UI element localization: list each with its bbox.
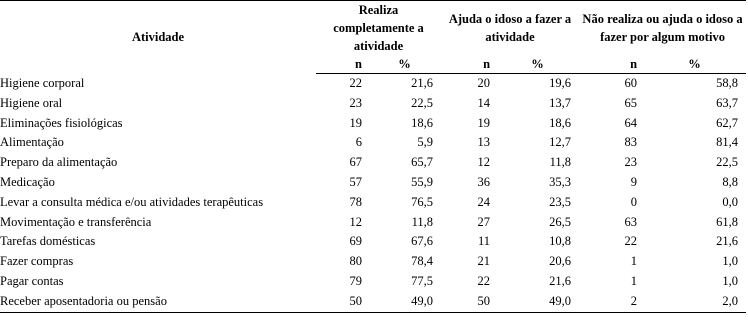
percent-cell: 21,6 xyxy=(549,273,572,288)
percent-cell: 77,5 xyxy=(411,273,434,288)
percent-cell: 65,7 xyxy=(411,155,434,170)
percent-cell: 63,7 xyxy=(716,95,739,110)
table-row xyxy=(0,272,746,292)
group-header-nao-realiza: Não realiza ou ajuda o idoso a fazer por algum motivo xyxy=(579,1,746,56)
count-cell: 0 xyxy=(630,194,638,209)
count-cell: 12 xyxy=(477,155,491,170)
count-cell: 14 xyxy=(477,95,491,110)
activity-column-header: Atividade xyxy=(0,1,316,74)
percent-cell: 5,9 xyxy=(417,135,434,150)
count-cell: 1 xyxy=(630,273,638,288)
count-cell: 50 xyxy=(441,292,496,312)
count-cell: 50 xyxy=(316,292,368,312)
activity-cell: Alimentação xyxy=(0,135,64,150)
percent-cell: 81,4 xyxy=(716,135,739,150)
percent-cell: 61,8 xyxy=(716,214,739,229)
activity-cell: Pagar contas xyxy=(0,273,64,288)
percent-cell: 21,6 xyxy=(716,234,739,249)
count-cell: 1 xyxy=(630,254,638,269)
percent-cell: 55,9 xyxy=(411,174,434,189)
subheader-percent: % xyxy=(368,55,441,74)
count-cell: 24 xyxy=(477,194,491,209)
count-cell: 23 xyxy=(349,95,362,110)
count-cell: 12 xyxy=(349,214,362,229)
percent-cell: 20,6 xyxy=(549,254,572,269)
percent-cell: 19,6 xyxy=(549,76,572,90)
count-cell: 13 xyxy=(477,135,491,150)
percent-cell: 62,7 xyxy=(716,115,739,130)
group-header-realiza: Realiza completamente a atividade xyxy=(316,1,441,56)
percent-cell: 22,5 xyxy=(716,155,739,170)
percent-cell: 22,5 xyxy=(411,95,434,110)
count-cell: 23 xyxy=(624,155,638,170)
count-cell: 2 xyxy=(579,292,643,312)
count-cell: 60 xyxy=(624,76,638,90)
table-row xyxy=(0,94,746,114)
percent-cell: 1,0 xyxy=(722,254,739,269)
table-row xyxy=(0,232,746,252)
count-cell: 20 xyxy=(477,76,491,90)
count-cell: 22 xyxy=(349,76,362,90)
table-row xyxy=(0,133,746,153)
percent-cell: 35,3 xyxy=(549,174,572,189)
percent-cell: 18,6 xyxy=(549,115,572,130)
percent-cell: 26,5 xyxy=(549,214,572,229)
count-cell: 65 xyxy=(624,95,638,110)
count-cell: 11 xyxy=(477,234,491,249)
subheader-n: n xyxy=(316,55,368,74)
percent-cell: 0,0 xyxy=(722,194,739,209)
percent-cell: 2,0 xyxy=(643,292,746,312)
percent-cell: 67,6 xyxy=(411,234,434,249)
count-cell: 83 xyxy=(624,135,638,150)
percent-cell: 49,0 xyxy=(368,292,441,312)
activity-cell: Medicação xyxy=(0,174,55,189)
table-row xyxy=(0,292,746,312)
activity-cell: Movimentação e transferência xyxy=(0,214,152,229)
activity-cell: Eliminações fisiológicas xyxy=(0,115,123,130)
percent-cell: 23,5 xyxy=(549,194,572,209)
table-row xyxy=(0,114,746,134)
percent-cell: 10,8 xyxy=(549,234,572,249)
activity-cell: Higiene corporal xyxy=(0,75,85,90)
percent-cell: 78,4 xyxy=(411,254,434,269)
percent-cell: 21,6 xyxy=(411,76,434,90)
percent-cell: 8,8 xyxy=(722,174,739,189)
count-cell: 22 xyxy=(477,273,491,288)
count-cell: 22 xyxy=(624,234,638,249)
table-header-row xyxy=(0,1,746,56)
activity-cell: Preparo da alimentação xyxy=(0,155,118,170)
table-row xyxy=(0,153,746,173)
table-row xyxy=(0,252,746,272)
count-cell: 9 xyxy=(630,174,638,189)
subheader-percent: % xyxy=(496,55,579,74)
table-row xyxy=(0,173,746,193)
percent-cell: 11,8 xyxy=(411,214,434,229)
count-cell: 36 xyxy=(477,174,491,189)
activity-cell: Higiene oral xyxy=(0,95,63,110)
count-cell: 57 xyxy=(349,174,362,189)
subheader-percent: % xyxy=(643,55,746,74)
count-cell: 78 xyxy=(349,194,362,209)
table-body xyxy=(0,74,746,313)
percent-cell: 49,0 xyxy=(496,292,579,312)
activity-cell: Fazer compras xyxy=(0,254,74,269)
percent-cell: 13,7 xyxy=(549,95,572,110)
subheader-n: n xyxy=(579,55,643,74)
count-cell: 67 xyxy=(349,155,362,170)
count-cell: 63 xyxy=(624,214,638,229)
count-cell: 69 xyxy=(349,234,362,249)
count-cell: 80 xyxy=(349,254,362,269)
activity-cell: Levar a consulta médica e/ou atividades terapêuticas xyxy=(0,194,264,209)
table-row xyxy=(0,193,746,213)
percent-cell: 11,8 xyxy=(549,155,572,170)
table-row xyxy=(0,213,746,233)
percent-cell: 58,8 xyxy=(716,76,739,90)
table-row xyxy=(0,74,746,94)
count-cell: 21 xyxy=(477,254,491,269)
count-cell: 6 xyxy=(355,135,362,150)
percent-cell: 18,6 xyxy=(411,115,434,130)
count-cell: 19 xyxy=(477,115,491,130)
group-header-ajuda: Ajuda o idoso a fazer a atividade xyxy=(441,1,579,56)
count-cell: 19 xyxy=(349,115,362,130)
activity-cell: Receber aposentadoria ou pensão xyxy=(0,292,316,312)
subheader-n: n xyxy=(441,55,496,74)
percent-cell: 12,7 xyxy=(549,135,572,150)
percent-cell: 76,5 xyxy=(411,194,434,209)
activity-cell: Tarefas domésticas xyxy=(0,234,96,249)
count-cell: 27 xyxy=(477,214,491,229)
count-cell: 79 xyxy=(349,273,362,288)
percent-cell: 1,0 xyxy=(722,273,739,288)
count-cell: 64 xyxy=(624,115,638,130)
